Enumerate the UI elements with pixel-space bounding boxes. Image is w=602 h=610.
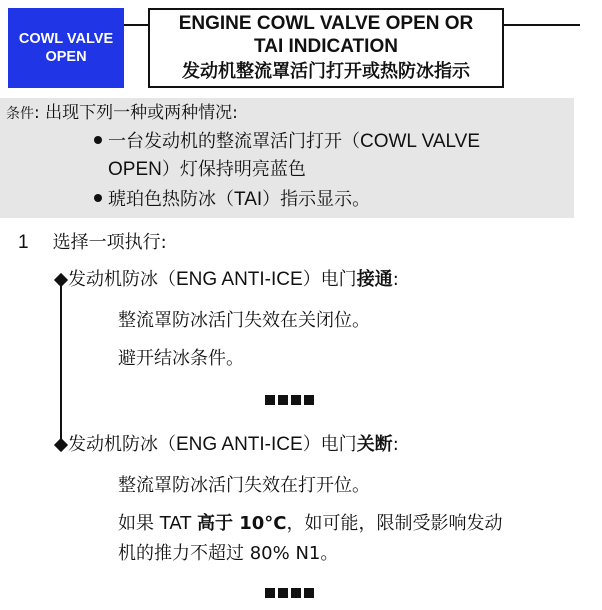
header-connector-right — [504, 24, 580, 26]
title-zh: 发动机整流罩活门打开或热防冰指示 — [182, 60, 470, 82]
condition-bullet-2 — [94, 186, 370, 214]
option-off-line-2 — [118, 510, 502, 538]
option-off-line-3: 机的推力不超过 80% N1。 — [118, 543, 339, 564]
cowl-valve-open-light — [8, 8, 124, 88]
end-marker-2 — [265, 588, 314, 598]
condition-label-word: 条件 — [6, 106, 34, 122]
condition-intro: : 出现下列一种或两种情况: — [34, 103, 238, 123]
end-marker-1 — [265, 395, 314, 405]
option-on-line-1: 整流罩防冰活门失效在关闭位。 — [118, 310, 370, 331]
bullet1b-zh: ）灯保持明亮蓝色 — [161, 159, 306, 180]
option-off-en: ENG ANTI-ICE — [176, 434, 303, 455]
step-1 — [18, 229, 167, 257]
option-on-post: : — [392, 269, 399, 290]
diamond-icon — [54, 438, 68, 452]
option-off-post: : — [392, 434, 399, 455]
bullet1-en: COWL VALVE — [360, 131, 481, 152]
title-en-line-2: TAI INDICATION — [254, 35, 398, 57]
diamond-icon — [54, 273, 68, 287]
badge-line-1: COWL VALVE — [18, 31, 114, 47]
bullet-icon — [94, 136, 102, 144]
option-on-heading — [68, 266, 399, 294]
option-off-line-2b: 高于 10°C — [196, 513, 287, 534]
bullet-icon — [94, 194, 102, 202]
option-connector-line — [60, 279, 62, 444]
bullet2-zh-a: 琥珀色热防冰（ — [108, 189, 234, 210]
option-off-line-2c: ，如可能，限制受影响发动 — [286, 513, 503, 534]
condition-label — [6, 100, 238, 127]
option-off-pre: 发动机防冰（ — [68, 434, 176, 455]
option-on-bold: 接通 — [356, 269, 393, 290]
bullet1b-en: OPEN — [108, 159, 162, 180]
option-off-heading — [68, 431, 399, 459]
header-connector-left — [124, 24, 148, 26]
option-off-line-1: 整流罩防冰活门失效在打开位。 — [118, 475, 370, 496]
step-text: 选择一项执行: — [52, 232, 167, 253]
option-off-mid: ）电门 — [302, 434, 357, 455]
option-on-mid: ）电门 — [302, 269, 357, 290]
badge-line-2: OPEN — [45, 49, 87, 65]
option-on-en: ENG ANTI-ICE — [176, 269, 303, 290]
step-number: 1 — [18, 232, 29, 253]
bullet1-zh: 一台发动机的整流罩活门打开（ — [108, 131, 360, 152]
option-off-line-2a: 如果 TAT — [118, 513, 197, 534]
option-on-line-2: 避开结冰条件。 — [118, 348, 244, 369]
bullet2-en: TAI — [234, 189, 263, 210]
condition-bullet-1 — [94, 128, 480, 156]
bullet2-zh-b: ）指示显示。 — [262, 189, 371, 210]
title-en-line-1: ENGINE COWL VALVE OPEN OR — [178, 12, 474, 34]
condition-bullet-1-cont — [108, 156, 306, 184]
option-off-bold: 关断 — [356, 434, 393, 455]
checklist-title — [148, 8, 504, 88]
option-on-pre: 发动机防冰（ — [68, 269, 176, 290]
